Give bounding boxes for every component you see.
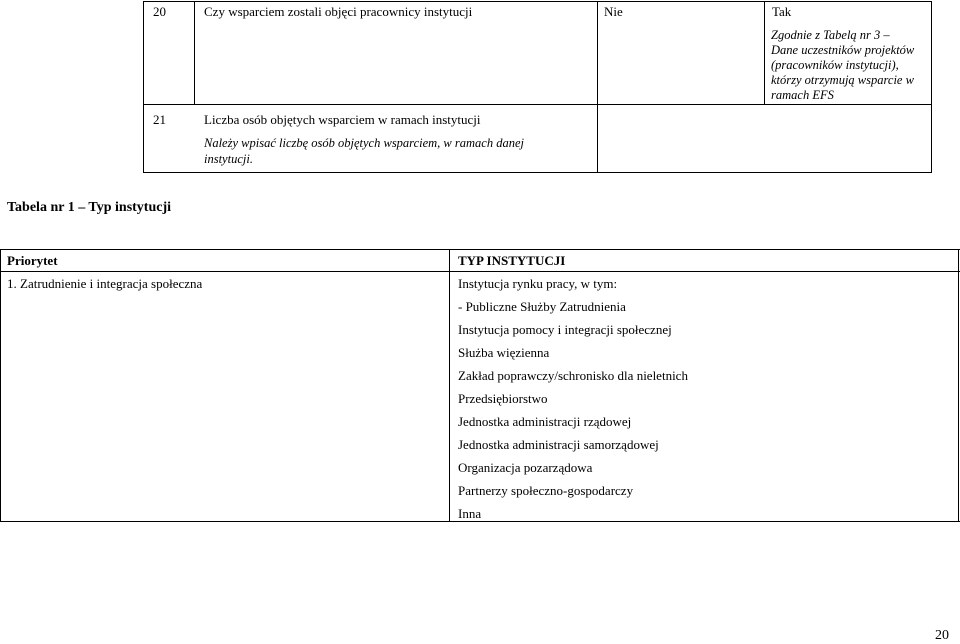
institution-type-item: Przedsiębiorstwo xyxy=(458,391,548,406)
note-line: ramach EFS xyxy=(771,88,834,102)
note-line: którzy otrzymują wsparcie w xyxy=(771,73,914,87)
table-border xyxy=(958,249,959,522)
priorytet-value: 1. Zatrudnienie i integracja społeczna xyxy=(7,276,203,291)
table-border xyxy=(0,521,960,522)
section-title: Tabela nr 1 – Typ instytucji xyxy=(7,200,172,215)
table-border xyxy=(143,104,932,105)
header-priorytet: Priorytet xyxy=(7,253,58,268)
table-border xyxy=(0,249,1,522)
header-typ-instytucji: TYP INSTYTUCJI xyxy=(458,253,566,268)
note-line: instytucji. xyxy=(204,152,253,166)
institution-type-item: - Publiczne Służby Zatrudnienia xyxy=(458,299,626,314)
table-border xyxy=(931,1,932,173)
option-tak: Tak xyxy=(772,4,792,19)
table-border xyxy=(764,1,765,105)
table-border xyxy=(0,249,960,250)
table-border xyxy=(0,271,960,272)
institution-type-item: Instytucja pomocy i integracji społecznej xyxy=(458,322,672,337)
note-line: Zgodnie z Tabelą nr 3 – xyxy=(771,28,890,42)
institution-type-item: Instytucja rynku pracy, w tym: xyxy=(458,276,618,291)
page-number: 20 xyxy=(935,628,949,643)
institution-type-item: Partnerzy społeczno-gospodarczy xyxy=(458,483,634,498)
institution-type-item: Inna xyxy=(458,506,482,521)
question-text: Liczba osób objętych wsparciem w ramach instytucji xyxy=(204,112,481,127)
institution-type-item: Służba więzienna xyxy=(458,345,550,360)
note-line: Dane uczestników projektów xyxy=(771,43,915,57)
note-line: (pracowników instytucji), xyxy=(771,58,899,72)
row-number: 20 xyxy=(153,4,166,19)
institution-type-item: Organizacja pozarządowa xyxy=(458,460,593,475)
institution-type-item: Zakład poprawczy/schronisko dla nieletnich xyxy=(458,368,688,383)
option-nie: Nie xyxy=(604,4,623,19)
table-border xyxy=(194,1,195,105)
note-line: Należy wpisać liczbę osób objętych wsparciem, w ramach danej xyxy=(204,136,524,150)
institution-type-item: Jednostka administracji samorządowej xyxy=(458,437,659,452)
question-text: Czy wsparciem zostali objęci pracownicy instytucji xyxy=(204,4,473,19)
row-number: 21 xyxy=(153,112,166,127)
table-border xyxy=(449,249,450,522)
table-border xyxy=(143,1,932,2)
table-border xyxy=(143,1,144,173)
table-border xyxy=(597,1,598,173)
institution-type-item: Jednostka administracji rządowej xyxy=(458,414,632,429)
table-border xyxy=(143,172,932,173)
